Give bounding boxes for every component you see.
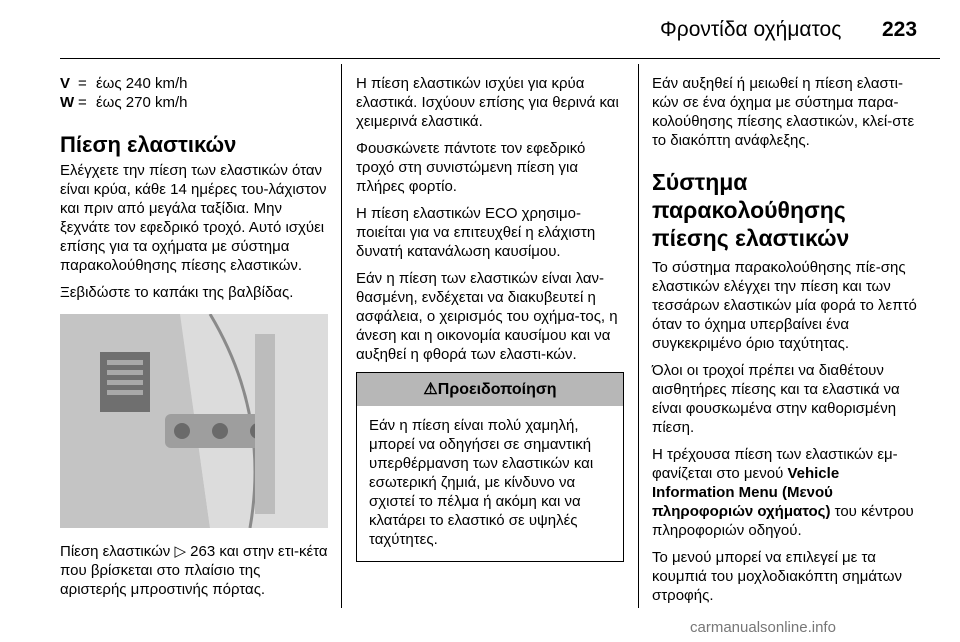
paragraph [652, 445, 924, 540]
speed-rating-row [60, 74, 328, 93]
paragraph: Όλοι οι τροχοί πρέπει να διαθέτουν αισθητήρες πίεσης και τα ελαστικά να είναι φουσκωμένα στην καθορισμένη πίεση. [652, 362, 900, 436]
paragraph: Φουσκώνετε πάντοτε τον εφεδρικό τροχό στη συνιστώμενη πίεση για πλήρες φορτίο. [356, 140, 586, 195]
paragraph: Η πίεση ελαστικών ισχύει για κρύα ελαστικά. Ισχύουν επίσης για θερινά και χειμερινά ελαστικά. [356, 75, 619, 130]
photo-caption [60, 542, 328, 599]
column-middle [356, 74, 624, 562]
paragraph: Ξεβιδώστε το καπάκι της βαλβίδας. [60, 284, 294, 301]
section-heading-tpms: Σύστημα παρακολούθησης πίεσης ελαστικών [652, 169, 850, 251]
speed-rating-key: W [60, 94, 75, 111]
page-number: 223 [882, 18, 918, 41]
door-pillar-label-photo [60, 314, 328, 528]
page-reference-arrow-icon: ▷ [174, 543, 187, 560]
caption-text: 263 και στην ετι-κέτα που βρίσκεται στο πλαίσιο της αριστερής μπροστινής πόρτας. [60, 543, 328, 598]
text: Η τρέχουσα πίεση των ελαστικών εμ-φανίζεται στο μενού [652, 446, 898, 482]
section-heading-tyre-pressure: Πίεση ελαστικών [60, 132, 237, 157]
menu-name: Vehicle Information Menu (Μενού πληροφοριών οχήματος) [652, 465, 840, 520]
speed-rating-value: έως 270 km/h [96, 94, 188, 111]
paragraph: Ελέγχετε την πίεση των ελαστικών όταν είναι κρύα, κάθε 14 ημέρες του-λάχιστον και πριν από μεγάλα ταξίδια. Μην ξεχνάτε τον εφεδρικό τροχό. Αυτό ισχύει επίσης για τα οχήματα με σύστημα παρακολούθησης πίεσης ελαστικών. [60, 162, 327, 274]
equals-sign: = [78, 94, 87, 111]
caption-text: Πίεση ελαστικών [60, 543, 175, 560]
paragraph: Το μενού μπορεί να επιλεγεί με τα κουμπιά του μοχλοδιακόπτη σημάτων στροφής. [652, 549, 902, 604]
watermark: carmanualsonline.info [690, 619, 836, 636]
paragraph: Εάν η πίεση των ελαστικών είναι λαν-θασμένη, ενδέχεται να διακυβευτεί η ασφάλεια, ο χειρισμός του οχήμα-τος, η άνεση και η οικονομία καυσίμου και να αυξηθεί η φθορά των ελαστι-κών. [356, 270, 618, 363]
text: του κέντρου πληροφοριών οδηγού. [652, 503, 914, 539]
column-divider [341, 64, 342, 608]
warning-title: Προειδοποίηση [437, 381, 557, 398]
warning-header [357, 373, 623, 406]
column-divider [638, 64, 639, 608]
column-left [60, 74, 328, 607]
header-rule [60, 58, 940, 59]
equals-sign: = [78, 75, 87, 92]
warning-box [356, 372, 624, 562]
door-pillar-illustration [60, 314, 328, 528]
warning-text: Εάν η πίεση είναι πολύ χαμηλή, μπορεί να οδηγήσει σε σημαντική υπερθέρμανση των ελαστικών και εσωτερική ζημιά, με κίνδυνο να σχιστεί το πέλμα ή ακόμη και να κλατάρει το ελαστικό σε υψηλές ταχύτητες. [369, 417, 594, 548]
page-header-title: Φροντίδα οχήματος [660, 18, 842, 41]
paragraph: Η πίεση ελαστικών ECO χρησιμο-ποιείται για να επιτευχθεί η ελάχιστη δυνατή κατανάλωση καυσίμου. [356, 205, 596, 260]
speed-rating-row [60, 93, 328, 112]
paragraph: Εάν αυξηθεί ή μειωθεί η πίεση ελαστι-κών σε ένα όχημα με σύστημα παρα-κολούθησης πίεσης ελαστικών, κλεί-στε το διακόπτη ανάφλεξης. [652, 75, 915, 149]
warning-triangle-icon: ⚠ [423, 381, 438, 398]
column-right [652, 74, 924, 613]
speed-rating-key: V [60, 75, 71, 92]
paragraph: Το σύστημα παρακολούθησης πίε-σης ελαστικών ελέγχει την πίεση και των τεσσάρων ελαστικών μία φορά το λεπτό όταν το όχημα υπερβαίνει ένα συγκεκριμένο όριο ταχύτητας. [652, 259, 917, 352]
speed-rating-value: έως 240 km/h [96, 75, 188, 92]
